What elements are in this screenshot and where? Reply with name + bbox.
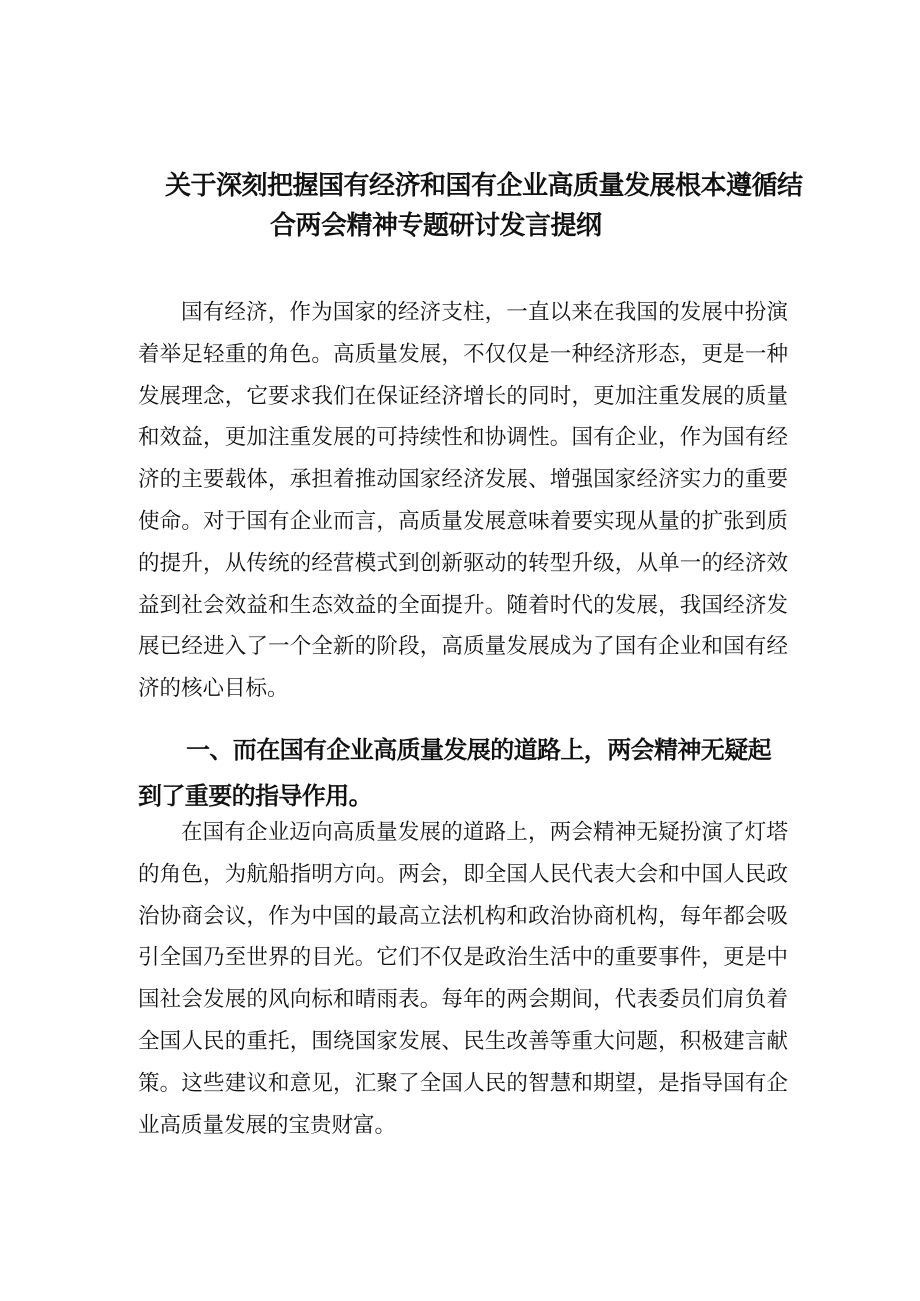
title-line-2: 合两会精神专题研讨发言提纲: [270, 211, 602, 241]
intro-paragraph: 国有经济，作为国家的经济支柱，一直以来在我国的发展中扮演着举足轻重的角色。高质量发展，不仅仅是一种经济形态，更是一种发展理念，它要求我们在保证经济增长的同时，更加注重发展的质量和效益，更加注重发展的可持续性和协调性。国有企业，作为国有经济的主要载体，承担着推动国家经济发展、增强国家经济实力的重要使命。对于国有企业而言，高质量发展意味着要实现从量的扩张到质的提升，从传统的经营模式到创新驱动的转型升级，从单一的经济效益到社会效益和生态效益的全面提升。随着时代的发展，我国经济发展已经进入了一个全新的阶段，高质量发展成为了国有企业和国有经济的核心目标。: [138, 300, 788, 702]
title-line-1: 关于深刻把握国有经济和国有企业高质量发展根本遵循结: [165, 171, 803, 201]
document-title: [165, 166, 805, 246]
section-heading-1: 一、而在国有企业高质量发展的道路上，两会精神无疑起到了重要的指导作用。: [138, 736, 771, 810]
section-1-paragraph: 在国有企业迈向高质量发展的道路上，两会精神无疑扮演了灯塔的角色，为航船指明方向。两会，即全国人民代表大会和中国人民政治协商会议，作为中国的最高立法机构和政治协商机构，每年都会吸引全国乃至世界的目光。它们不仅是政治生活中的重要事件，更是中国社会发展的风向标和晴雨表。每年的两会期间，代表委员们肩负着全国人民的重托，围绕国家发展、民生改善等重大问题，积极建言献策。这些建议和意见，汇聚了全国人民的智慧和期望，是指导国有企业高质量发展的宝贵财富。: [138, 820, 788, 1138]
